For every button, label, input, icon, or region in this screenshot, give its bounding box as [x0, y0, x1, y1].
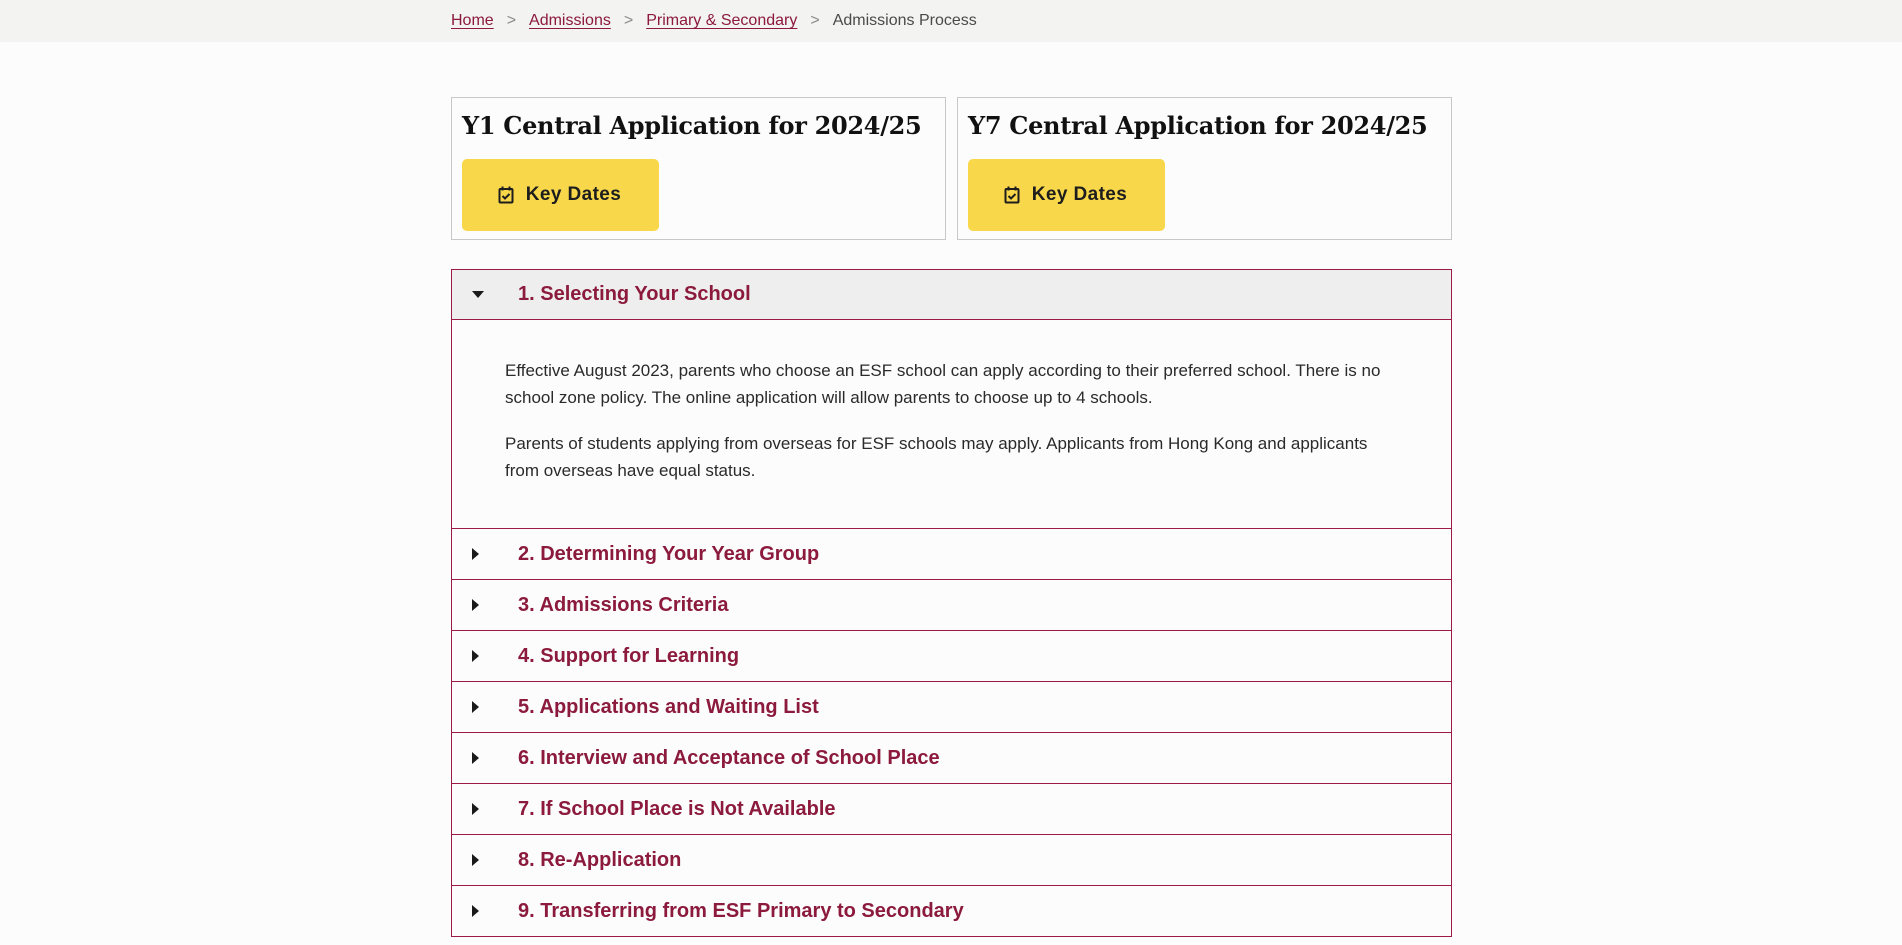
accordion-item-selecting-school: [452, 270, 1451, 529]
y7-application-card: [957, 97, 1452, 240]
panel-paragraph: Effective August 2023, parents who choose an ESF school can apply according to their preferred school. There is no school zone policy. The online application will allow parents to choose up to 4 schools.: [505, 361, 1381, 407]
calendar-check-icon: [1004, 186, 1020, 204]
accordion-header[interactable]: [452, 529, 1451, 579]
accordion-item-admissions-criteria: [452, 580, 1451, 631]
accordion-panel: [452, 320, 1451, 528]
accordion-item-year-group: [452, 529, 1451, 580]
breadcrumb-separator: >: [810, 12, 820, 29]
panel-paragraph: Parents of students applying from overseas for ESF schools may apply. Applicants from Hong Kong and applicants from overseas have equal status.: [505, 434, 1368, 480]
caret-right-icon: [472, 599, 500, 611]
caret-right-icon: [472, 650, 500, 662]
breadcrumb-current: Admissions Process: [832, 12, 977, 29]
caret-right-icon: [472, 854, 500, 866]
caret-right-icon: [472, 701, 500, 713]
caret-right-icon: [472, 752, 500, 764]
accordion-title: 9. Transferring from ESF Primary to Secondary: [518, 899, 964, 922]
caret-right-icon: [472, 548, 500, 560]
accordion-title: 2. Determining Your Year Group: [518, 542, 820, 565]
accordion-header[interactable]: [452, 886, 1451, 936]
breadcrumb-separator: >: [623, 12, 634, 29]
y7-key-dates-button[interactable]: [968, 159, 1165, 231]
breadcrumb-separator: >: [506, 12, 517, 29]
y1-key-dates-button[interactable]: [462, 159, 659, 231]
accordion-item-place-not-available: [452, 784, 1451, 835]
admissions-accordion: [451, 269, 1452, 937]
key-dates-label: Key Dates: [1031, 184, 1128, 205]
accordion-header[interactable]: [452, 784, 1451, 834]
accordion-header[interactable]: [452, 682, 1451, 732]
accordion-item-re-application: [452, 835, 1451, 886]
accordion-item-support-learning: [452, 631, 1451, 682]
accordion-item-interview-acceptance: [452, 733, 1451, 784]
accordion-title: 6. Interview and Acceptance of School Place: [518, 746, 940, 769]
breadcrumb-link-home[interactable]: Home: [451, 12, 494, 29]
key-dates-label: Key Dates: [525, 184, 622, 205]
accordion-header[interactable]: [452, 631, 1451, 681]
card-title: Y1 Central Application for 2024/25: [462, 111, 922, 140]
card-title: Y7 Central Application for 2024/25: [968, 111, 1428, 140]
accordion-title: 4. Support for Learning: [518, 644, 740, 667]
breadcrumb-link-admissions[interactable]: Admissions: [529, 12, 611, 29]
accordion-header[interactable]: [452, 733, 1451, 783]
accordion-item-transferring: [452, 886, 1451, 937]
breadcrumb-bar: [0, 0, 1902, 42]
caret-right-icon: [472, 803, 500, 815]
accordion-title: 5. Applications and Waiting List: [518, 695, 819, 718]
accordion-title: 3. Admissions Criteria: [518, 593, 729, 616]
breadcrumb: [451, 12, 977, 30]
y1-application-card: [451, 97, 946, 240]
accordion-header[interactable]: [452, 580, 1451, 630]
accordion-title: 8. Re-Application: [518, 848, 682, 871]
breadcrumb-link-primary-secondary[interactable]: Primary & Secondary: [646, 12, 798, 29]
accordion-header[interactable]: [452, 270, 1451, 320]
caret-down-icon: [472, 291, 500, 299]
accordion-header[interactable]: [452, 835, 1451, 885]
calendar-check-icon: [498, 186, 514, 204]
accordion-title: 1. Selecting Your School: [518, 283, 751, 305]
caret-right-icon: [472, 905, 500, 917]
accordion-title: 7. If School Place is Not Available: [518, 797, 836, 820]
accordion-item-applications-waiting-list: [452, 682, 1451, 733]
